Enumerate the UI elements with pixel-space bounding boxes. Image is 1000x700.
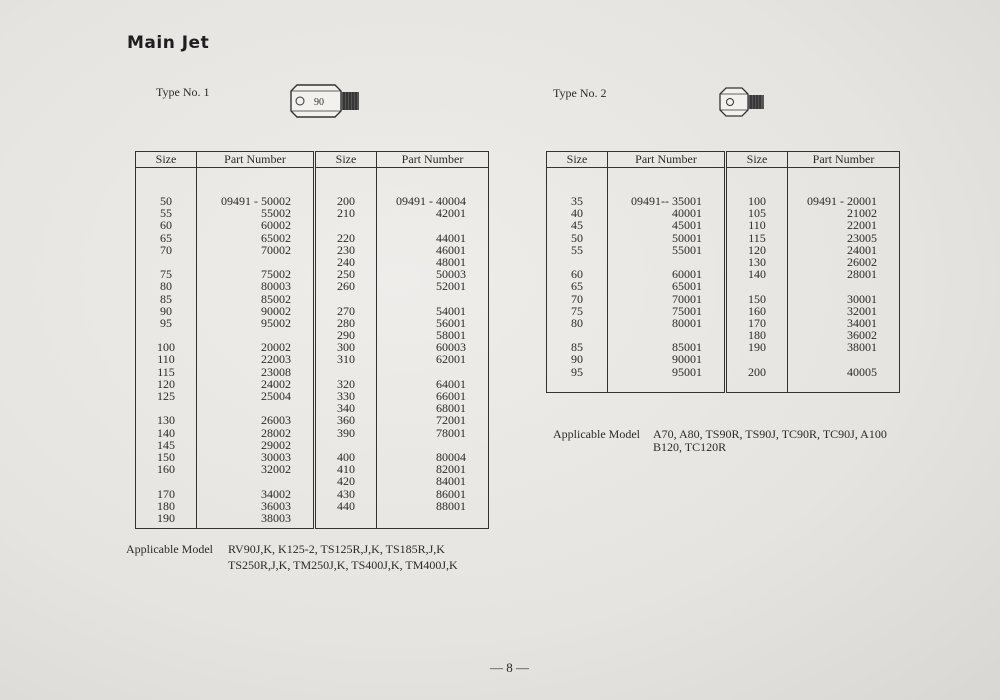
size-value xyxy=(727,353,787,365)
size-value: 115 xyxy=(157,364,175,379)
part-number-column xyxy=(197,168,315,529)
size-value: 430 xyxy=(337,486,355,501)
size-value xyxy=(316,512,376,524)
size-value: 170 xyxy=(748,315,766,330)
part-number-value: 55001 xyxy=(672,242,702,257)
size-value: 190 xyxy=(157,510,175,525)
part-number-value: 60001 xyxy=(672,267,702,282)
size-value: 55 xyxy=(571,242,583,257)
part-number-value: 48001 xyxy=(436,254,466,269)
type2-applicable-models xyxy=(553,426,913,460)
part-number-value: 25004 xyxy=(261,389,291,403)
part-number-value: 90001 xyxy=(672,352,702,367)
size-value: 50 xyxy=(571,230,583,245)
size-value: 50 xyxy=(160,194,172,208)
size-value: 85 xyxy=(160,291,172,306)
size-column xyxy=(726,168,788,393)
size-value: 220 xyxy=(337,230,355,245)
size-value: 260 xyxy=(337,279,355,294)
size-value: 140 xyxy=(748,267,766,282)
part-number-value: 34001 xyxy=(847,315,877,330)
part-number-value: 09491 - 20001 xyxy=(807,194,877,208)
size-value xyxy=(727,280,787,292)
size-value: 45 xyxy=(571,218,583,233)
size-value: 90 xyxy=(571,352,583,367)
size-column xyxy=(547,168,608,393)
part-number-value xyxy=(197,475,291,487)
size-value: 125 xyxy=(157,389,175,403)
size-value: 180 xyxy=(748,328,766,343)
part-number-value: 45001 xyxy=(672,218,702,233)
part-number-value: 88001 xyxy=(436,498,466,513)
size-value: 320 xyxy=(337,376,355,391)
part-number-value: 70001 xyxy=(672,291,702,306)
size-value: 120 xyxy=(748,242,766,257)
part-number-value: 09491 - 50002 xyxy=(221,194,291,208)
size-column xyxy=(315,168,377,529)
part-number-value xyxy=(377,512,466,524)
page-title: Main Jet xyxy=(127,33,210,53)
part-number-value: 95002 xyxy=(261,315,291,330)
type2-label: Type No. 2 xyxy=(553,86,607,100)
size-value: 110 xyxy=(748,218,766,233)
part-number-column xyxy=(377,168,489,529)
applicable-model-line: RV90J,K, K125-2, TS125R,J,K, TS185R,J,K xyxy=(228,542,445,556)
part-number-value: 68001 xyxy=(436,401,466,416)
part-number-value: 30001 xyxy=(847,291,877,306)
size-value: 230 xyxy=(337,242,355,257)
size-value: 120 xyxy=(157,376,175,391)
size-value: 75 xyxy=(571,303,583,318)
size-value: 180 xyxy=(157,498,175,513)
size-value: 95 xyxy=(571,364,583,379)
size-value xyxy=(316,219,376,231)
size-column xyxy=(136,168,197,529)
part-number-value: 22001 xyxy=(847,218,877,233)
part-number-value: 28001 xyxy=(847,267,877,282)
size-value: 200 xyxy=(337,194,355,208)
part-number-value: 80004 xyxy=(436,449,466,464)
part-number-column xyxy=(788,168,900,393)
page-number: — 8 — xyxy=(490,660,529,675)
part-number-value: 82001 xyxy=(436,462,466,477)
size-value: 35 xyxy=(571,194,583,208)
size-value: 60 xyxy=(160,218,172,233)
part-number-value: 09491-- 35001 xyxy=(631,194,702,208)
type2-parts-table xyxy=(546,151,900,393)
size-value: 130 xyxy=(157,413,175,428)
part-number-value: 32001 xyxy=(847,303,877,318)
part-number-value: 52001 xyxy=(436,279,466,294)
part-number-value: 24001 xyxy=(847,242,877,257)
size-value: 200 xyxy=(748,364,766,379)
size-value: 55 xyxy=(160,206,172,221)
size-value: 270 xyxy=(337,303,355,318)
size-value: 440 xyxy=(337,498,355,513)
part-number-value xyxy=(377,293,466,305)
header-part-number: Part Number xyxy=(788,152,900,168)
size-value: 390 xyxy=(337,425,355,440)
size-value: 90 xyxy=(160,303,172,318)
size-value: 70 xyxy=(571,291,583,306)
size-value: 65 xyxy=(160,230,172,245)
part-number-value: 34002 xyxy=(261,486,291,501)
applicable-model-label: Applicable Model xyxy=(126,542,213,556)
main-jet-type1-stamp: 90 xyxy=(314,97,324,108)
part-number-value: 86001 xyxy=(436,486,466,501)
part-number-value: 60002 xyxy=(261,218,291,233)
part-number-value: 56001 xyxy=(436,315,466,330)
part-number-value: 23005 xyxy=(847,230,877,245)
part-number-value: 46001 xyxy=(436,242,466,257)
part-number-value xyxy=(377,366,466,378)
part-number-column xyxy=(608,168,726,393)
part-number-value: 55002 xyxy=(261,206,291,221)
size-value: 75 xyxy=(160,267,172,282)
part-number-value: 40005 xyxy=(847,364,877,379)
size-value: 170 xyxy=(157,486,175,501)
size-value: 210 xyxy=(337,206,355,221)
part-number-value: 90002 xyxy=(261,303,291,318)
part-number-value: 85002 xyxy=(261,291,291,306)
size-value: 340 xyxy=(337,401,355,416)
header-size: Size xyxy=(315,152,377,168)
size-value: 140 xyxy=(157,425,175,440)
part-number-value: 84001 xyxy=(436,474,466,489)
size-value: 80 xyxy=(160,279,172,294)
size-value: 250 xyxy=(337,267,355,282)
part-number-value: 40001 xyxy=(672,206,702,221)
applicable-model-line: TS250R,J,K, TM250J,K, TS400J,K, TM400J,K xyxy=(228,558,458,572)
size-value: 105 xyxy=(748,206,766,221)
part-number-value: 78001 xyxy=(436,425,466,440)
type1-applicable-models xyxy=(126,541,496,575)
part-number-value: 70002 xyxy=(261,242,291,257)
part-number-value: 29002 xyxy=(261,437,291,452)
header-size: Size xyxy=(547,152,608,168)
part-number-value: 28002 xyxy=(261,425,291,440)
part-number-value: 60003 xyxy=(436,340,466,355)
header-part-number: Part Number xyxy=(608,152,726,168)
part-number-value: 75001 xyxy=(672,303,702,318)
part-number-value: 75002 xyxy=(261,267,291,282)
size-value: 70 xyxy=(160,242,172,257)
size-value: 95 xyxy=(160,315,172,330)
size-value: 110 xyxy=(157,352,175,367)
part-number-value: 22003 xyxy=(261,352,291,367)
size-value: 330 xyxy=(337,389,355,403)
part-number-value: 30003 xyxy=(261,449,291,464)
size-value: 310 xyxy=(337,352,355,367)
size-value xyxy=(136,475,196,487)
size-value: 420 xyxy=(337,474,355,489)
size-value: 130 xyxy=(748,254,766,269)
part-number-value: 50003 xyxy=(436,267,466,282)
part-number-value: 44001 xyxy=(436,230,466,245)
size-value: 40 xyxy=(571,206,583,221)
part-number-value: 21002 xyxy=(847,206,877,221)
part-number-value: 65001 xyxy=(672,279,702,294)
size-value: 400 xyxy=(337,449,355,464)
part-number-value: 26002 xyxy=(847,254,877,269)
part-number-value: 38001 xyxy=(847,340,877,355)
part-number-value: 50001 xyxy=(672,230,702,245)
header-size: Size xyxy=(726,152,788,168)
size-value: 160 xyxy=(157,462,175,477)
size-value: 360 xyxy=(337,413,355,428)
part-number-value: 85001 xyxy=(672,340,702,355)
size-value: 150 xyxy=(157,449,175,464)
part-number-value: 36002 xyxy=(847,328,877,343)
header-part-number: Part Number xyxy=(197,152,315,168)
part-number-value: 66001 xyxy=(436,389,466,403)
part-number-value: 20002 xyxy=(261,340,291,355)
size-value: 150 xyxy=(748,291,766,306)
size-value: 190 xyxy=(748,340,766,355)
part-number-value xyxy=(788,353,877,365)
size-value xyxy=(316,293,376,305)
part-number-value: 72001 xyxy=(436,413,466,428)
size-value: 85 xyxy=(571,340,583,355)
size-value: 80 xyxy=(571,315,583,330)
size-value: 240 xyxy=(337,254,355,269)
size-value: 115 xyxy=(748,230,766,245)
part-number-value: 38003 xyxy=(261,510,291,525)
size-value: 145 xyxy=(157,437,175,452)
size-value: 280 xyxy=(337,315,355,330)
applicable-model-line: A70, A80, TS90R, TS90J, TC90R, TC90J, A100 xyxy=(653,427,887,441)
header-size: Size xyxy=(136,152,197,168)
size-value: 60 xyxy=(571,267,583,282)
applicable-model-line: B120, TC120R xyxy=(653,440,727,454)
header-part-number: Part Number xyxy=(377,152,489,168)
size-value: 65 xyxy=(571,279,583,294)
part-number-value: 23008 xyxy=(261,364,291,379)
part-number-value: 95001 xyxy=(672,364,702,379)
size-value: 290 xyxy=(337,328,355,343)
part-number-value: 64001 xyxy=(436,376,466,391)
size-value: 160 xyxy=(748,303,766,318)
part-number-value: 65002 xyxy=(261,230,291,245)
part-number-value: 80001 xyxy=(672,315,702,330)
size-value: 100 xyxy=(157,340,175,355)
part-number-value: 42001 xyxy=(436,206,466,221)
part-number-value: 80003 xyxy=(261,279,291,294)
size-value: 100 xyxy=(748,194,766,208)
applicable-model-label: Applicable Model xyxy=(553,427,640,441)
part-number-value xyxy=(788,280,877,292)
part-number-value: 62001 xyxy=(436,352,466,367)
size-value xyxy=(316,366,376,378)
part-number-value: 24002 xyxy=(261,376,291,391)
size-value: 410 xyxy=(337,462,355,477)
main-jet-type2-icon xyxy=(718,86,768,118)
part-number-value xyxy=(377,219,466,231)
part-number-value: 09491 - 40004 xyxy=(396,194,466,208)
type1-parts-table xyxy=(135,151,489,529)
part-number-value: 36003 xyxy=(261,498,291,513)
part-number-value: 26003 xyxy=(261,413,291,428)
part-number-value: 58001 xyxy=(436,328,466,343)
size-value: 300 xyxy=(337,340,355,355)
type1-label: Type No. 1 xyxy=(156,85,210,99)
part-number-value: 54001 xyxy=(436,303,466,318)
main-jet-type1-icon xyxy=(287,82,363,120)
part-number-value: 32002 xyxy=(261,462,291,477)
